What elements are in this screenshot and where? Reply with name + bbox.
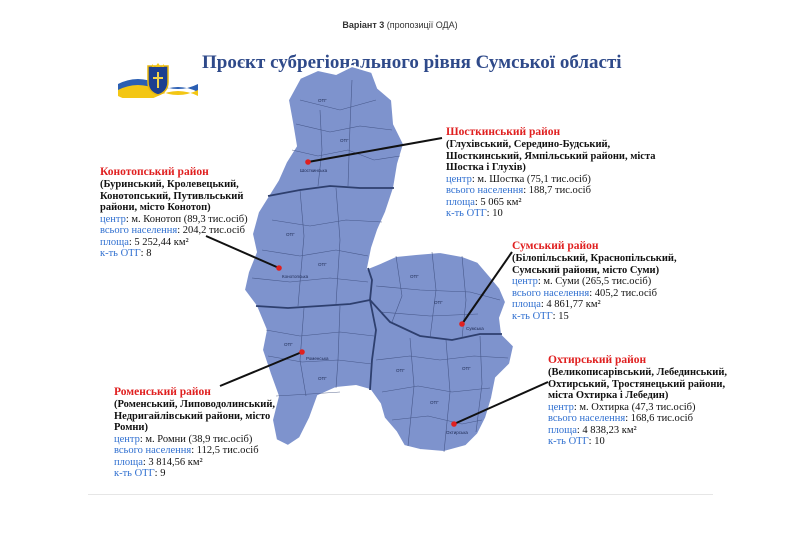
district-desc: (Буринський, Кролевецький, Конотопський, Путивльський райони, місто Конотоп) (100, 179, 244, 213)
marker-romny (299, 349, 305, 355)
map-label-romny: Роменська (306, 356, 329, 361)
page-title: Проєкт субрегіонального рівня Сумської області (202, 52, 622, 73)
map-label-otg: ОТГ (318, 98, 327, 103)
map-label-otg: ОТГ (318, 376, 327, 381)
district-name: Роменський район (114, 386, 211, 398)
info-okhtyrka: Охтирський район (Великописарівський, Лебединський, Охтирський, Тростянецький райони, міста Охтирка і Лебедин) центр: м. Охтирка (47,3 тис.осіб) всього населення: 168,6 тис.осіб площа: 4 838,23 км² к-ть ОТГ: 10 (548, 354, 728, 447)
map-label-konotop: Конотопська (282, 274, 309, 279)
district-desc: (Білопільський, Краснопільський, Сумський райони, місто Суми) (512, 253, 677, 276)
info-konotop: Конотопський район (Буринський, Кролевецький, Конотопський, Путивльський райони, місто Конотоп) центр: м. Конотоп (89,3 тис.осіб) всього населення: 204,2 тис.осіб площа: 5 252,44 км² к-ть ОТГ: 8 (100, 166, 280, 260)
map-label-shostka: Шосткинська (300, 168, 328, 173)
map-label-otg: ОТГ (462, 366, 471, 371)
district-name: Конотопський район (100, 166, 209, 178)
map-label-otg: ОТГ (434, 300, 443, 305)
map-label-otg: ОТГ (286, 232, 295, 237)
district-name: Сумський район (512, 240, 599, 252)
map-label-otg: ОТГ (318, 262, 327, 267)
marker-okhtyrka (451, 421, 457, 427)
district-desc: (Глухівський, Середино-Будський, Шосткинський, Ямпільський райони, міста Шостка і Глухів) (446, 139, 656, 173)
variant-caption: Варіант 3 (пропозиції ОДА) (342, 20, 458, 30)
map-label-otg: ОТГ (410, 274, 419, 279)
map-label-otg: ОТГ (284, 342, 293, 347)
district-name: Шосткинський район (446, 126, 561, 138)
marker-shostka (305, 159, 311, 165)
divider (88, 494, 713, 495)
district-name: Охтирський район (548, 354, 647, 366)
info-sumy: Сумський район (Білопільський, Краснопільський, Сумський райони, місто Суми) центр: м. Суми (265,5 тис.осіб) всього населення: 405,2 тис.осіб площа: 4 861,77 км² к-ть ОТГ: 15 (512, 240, 712, 322)
info-romny: Роменський район (Роменський, Липоводолинський, Недригайлівський райони, місто Ромни) центр: м. Ромни (38,9 тис.осіб) всього населення: 112,5 тис.осіб площа: 3 814,56 км² к-ть ОТГ: 9 (114, 386, 294, 480)
map-label-otg: ОТГ (430, 400, 439, 405)
map-label-sumy: Сумська (466, 326, 484, 331)
map-label-otg: ОТГ (396, 368, 405, 373)
marker-sumy (459, 321, 465, 327)
marker-konotop (276, 265, 282, 271)
map-label-okhtyrka: Охтирська (446, 430, 468, 435)
district-desc: (Великописарівський, Лебединський, Охтирський, Тростянецький райони, міста Охтирка і Лебедин) (548, 367, 728, 401)
district-desc: (Роменський, Липоводолинський, Недригайлівський райони, місто Ромни) (114, 399, 276, 433)
info-shostka: Шосткинський район (Глухівський, Середино-Будський, Шосткинський, Ямпільський райони, міста Шостка і Глухів) центр: м. Шостка (75,1 тис.осіб) всього населення: 188,7 тис.осіб площа: 5 065 км² к-ть ОТГ: 10 (446, 126, 686, 220)
map-label-otg: ОТГ (340, 138, 349, 143)
